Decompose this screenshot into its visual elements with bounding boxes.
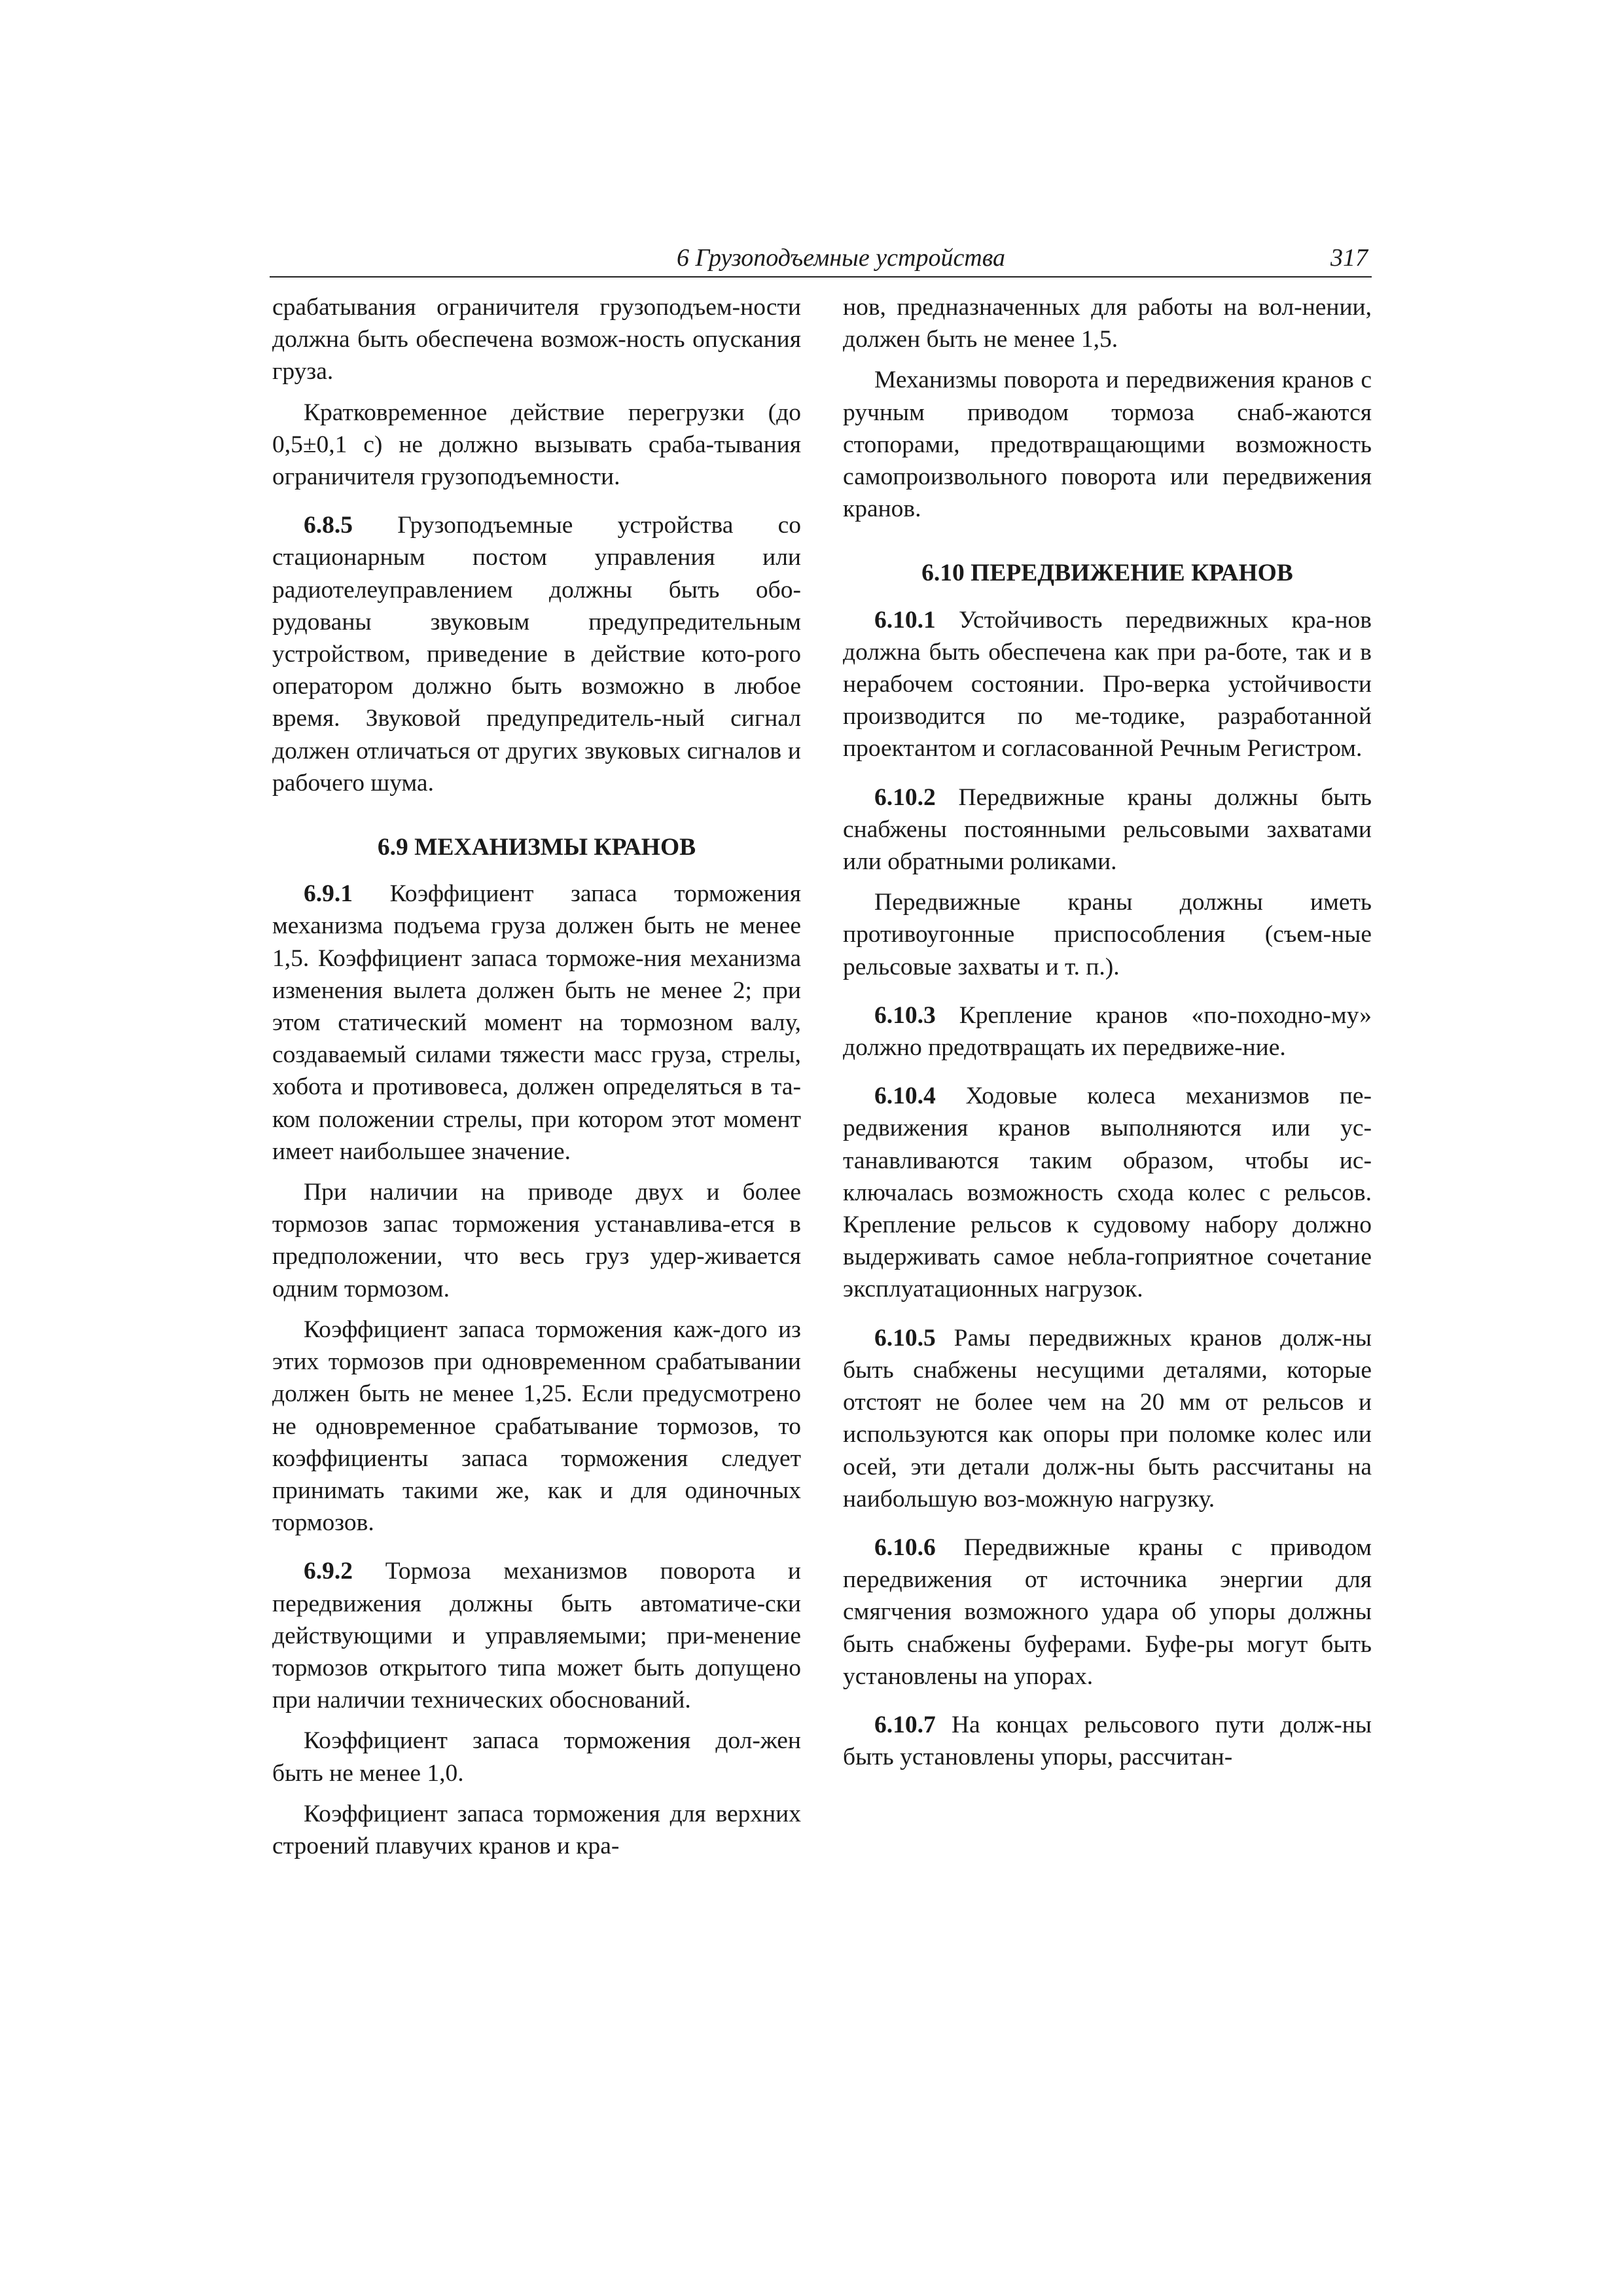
paragraph: Передвижные краны должны иметь противоугонные приспособления (съем-ные рельсовые захваты и т. п.).: [843, 889, 1372, 980]
clause-text: Рамы передвижных кранов долж-ны быть снабжены несущими деталями, которые отстоят не более чем на 20 мм от рельсов и используются как опоры при поломке колес или осей, эти детали долж-ны быть рассчитаны на наибольшую воз-можную нагрузку.: [843, 1324, 1372, 1513]
clause-text: Крепление кранов «по-походно-му» должно предотвращать их передвиже-ние.: [843, 1001, 1372, 1062]
clause-number: 6.9.1: [304, 880, 353, 908]
clause-number: 6.10.1: [874, 606, 936, 634]
clause-number: 6.10.3: [874, 1001, 936, 1029]
clause-text: Коэффициент запаса торможения механизма подъема груза должен быть не менее 1,5. Коэффициент запаса торможе-ния механизма изменения вылета должен быть не менее 2; при этом статический момент на тормозном валу, создаваемый силами тяжести масс груза, стрелы, хобота и противовеса, должен определяться в та-ком положении стрелы, при котором этот момент имеет наибольшее значение.: [272, 880, 801, 1165]
clause-6-10-4: [843, 1080, 1372, 1305]
clause-text: Ходовые колеса механизмов пе-редвижения кранов выполняются или ус-танавливаются таким образом, чтобы ис-ключалась возможность схода колес с рельсов. Крепление рельсов к судовому набору должно выдерживать самое небла-гоприятное сочетание эксплуатационных нагрузок.: [843, 1083, 1372, 1303]
clause-number: 6.10.4: [874, 1083, 936, 1110]
clause-text: Передвижные краны должны быть снабжены постоянными рельсовыми захватами или обратными роликами.: [843, 783, 1372, 876]
paragraph: Коэффициент запаса торможения каж-дого из этих тормозов при одновременном срабатывании должен быть не менее 1,25. Если предусмотрено не одновременное срабатывание тормозов, то коэффициенты запаса торможения следует принимать такими же, как и для одиночных тормозов.: [272, 1316, 801, 1537]
clause-6-10-3: [843, 999, 1372, 1064]
section-heading: 6.9 МЕХАНИЗМЫ КРАНОВ: [377, 834, 696, 861]
left-column: [272, 291, 801, 1871]
clause-6-9-2: [272, 1555, 801, 1716]
running-header: [270, 241, 1372, 278]
page-number: 317: [1330, 244, 1368, 272]
header-title: 6 Грузоподъемные устройства: [676, 244, 1005, 272]
clause-text: Грузоподъемные устройства со стационарным постом управления или радиотелеуправлением должны быть обо-рудованы звуковым предупредительным устройством, приведение в действие кото-рого оператором должно быть возможно в любое время. Звуковой предупредитель-ный сигнал должен отличаться от других звуковых сигналов и рабочего шума.: [272, 512, 801, 797]
right-column: [843, 291, 1372, 1782]
paragraph: Кратковременное действие перегрузки (до 0,5±0,1 с) не должно вызывать сраба-тывания ограничителя грузоподъемности.: [272, 399, 801, 491]
clause-6-10-2: [843, 781, 1372, 878]
clause-text: Тормоза механизмов поворота и передвижения должны быть автоматиче-ски действующими и управляемыми; при-менение тормозов открытого типа может быть допущено при наличии технических обоснований.: [272, 1558, 801, 1714]
paragraph: Коэффициент запаса торможения дол-жен быть не менее 1,0.: [272, 1727, 801, 1787]
paragraph: срабатывания ограничителя грузоподъем-ности должна быть обеспечена возмож-ность опускания груза.: [272, 294, 801, 386]
clause-6-10-1: [843, 604, 1372, 765]
paragraph: Коэффициент запаса торможения для верхних строений плавучих кранов и кра-: [272, 1800, 801, 1859]
clause-number: 6.10.5: [874, 1324, 936, 1352]
clause-number: 6.10.6: [874, 1534, 936, 1561]
section-heading: 6.10 ПЕРЕДВИЖЕНИЕ КРАНОВ: [921, 560, 1293, 587]
clause-6-10-5: [843, 1322, 1372, 1515]
clause-number: 6.8.5: [304, 512, 353, 539]
clause-6-8-5: [272, 509, 801, 799]
clause-number: 6.9.2: [304, 1558, 353, 1585]
paragraph: Механизмы поворота и передвижения кранов с ручным приводом тормоза снаб-жаются стопорами, предотвращающими возможность самопроизвольного поворота или передвижения кранов.: [843, 367, 1372, 523]
clause-text: Устойчивость передвижных кра-нов должна быть обеспечена как при ра-боте, так и в нерабочем состоянии. Про-верка устойчивости производится по ме-тодике, разработанной проектантом и согласованной Речным Регистром.: [843, 606, 1372, 762]
clause-number: 6.10.7: [874, 1711, 936, 1738]
clause-6-10-7: [843, 1709, 1372, 1773]
clause-6-9-1: [272, 878, 801, 1168]
paragraph: При наличии на приводе двух и более тормозов запас торможения устанавлива-ется в предположении, что весь груз удер-живается одним тормозом.: [272, 1179, 801, 1302]
clause-6-10-6: [843, 1532, 1372, 1693]
clause-text: На концах рельсового пути долж-ны быть установлены упоры, рассчитан-: [843, 1711, 1372, 1771]
paragraph: нов, предназначенных для работы на вол-нении, должен быть не менее 1,5.: [843, 294, 1372, 353]
clause-number: 6.10.2: [874, 783, 936, 811]
clause-text: Передвижные краны с приводом передвижения от источника энергии для смягчения возможного удара об упоры должны быть снабжены буферами. Буфе-ры могут быть установлены на упорах.: [843, 1534, 1372, 1690]
